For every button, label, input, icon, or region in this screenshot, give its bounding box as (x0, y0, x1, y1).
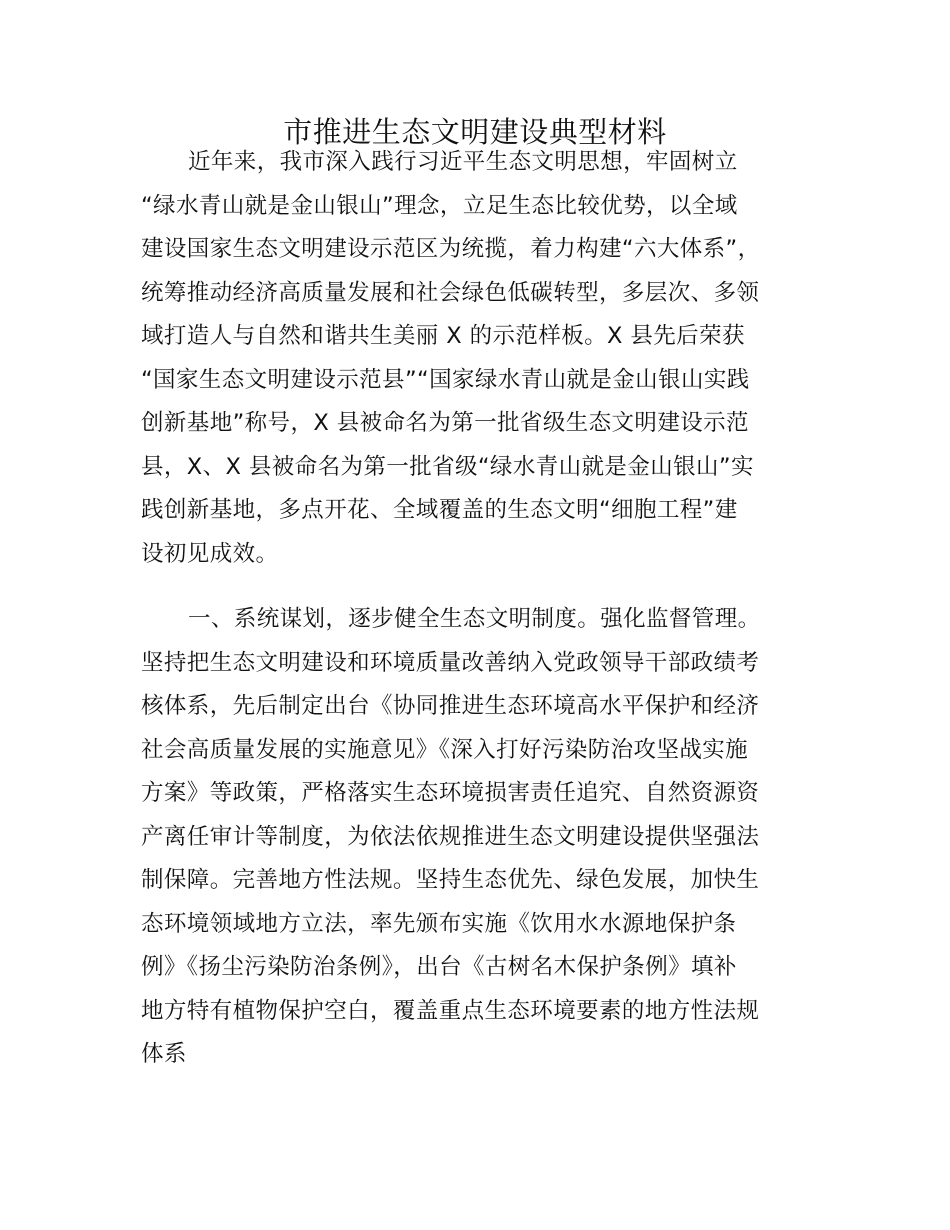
paragraph-line: 统筹推动经济高质量发展和社会绿色低碳转型，多层次、多领 (141, 280, 760, 306)
paragraph-line: 态环境领域地方立法，率先颁布实施《饮用水水源地保护条 (141, 911, 737, 937)
paragraph-line: 创新基地”称号，X 县被命名为第一批省级生态文明建设示范 (141, 410, 749, 436)
paragraph-line: 方案》等政策，严格落实生态环境损害责任追究、自然资源资 (141, 780, 760, 806)
paragraph-line: 坚持把生态文明建设和环境质量改善纳入党政领导干部政绩考 (141, 650, 760, 676)
paragraph-line: 例》《扬尘污染防治条例》，出台《古树名木保护条例》填补 (141, 954, 737, 980)
paragraph-line: 域打造人与自然和谐共生美丽 X 的示范样板。X 县先后荣获 (141, 323, 745, 349)
paragraph-line: 体系 (141, 1041, 187, 1067)
paragraph-line: 县，X、X 县被命名为第一批省级“绿水青山就是金山银山”实 (141, 454, 754, 480)
paragraph-line: 产离任审计等制度，为依法依规推进生态文明建设提供坚强法 (141, 824, 760, 850)
document-title: 市推进生态文明建设典型材料 (283, 115, 667, 149)
paragraph-line: 设初见成效。 (141, 541, 279, 567)
paragraph-line: 制保障。完善地方性法规。坚持生态优先、绿色发展，加快生 (141, 867, 760, 893)
paragraph-line: 地方特有植物保护空白，覆盖重点生态环境要素的地方性法规 (141, 998, 760, 1024)
paragraph-line: 践创新基地，多点开花、全域覆盖的生态文明“细胞工程”建 (141, 497, 738, 523)
paragraph-line: 核体系，先后制定出台《协同推进生态环境高水平保护和经济 (141, 693, 760, 719)
paragraph-line: 社会高质量发展的实施意见》《深入打好污染防治攻坚战实施 (141, 737, 749, 763)
paragraph-line: 建设国家生态文明建设示范区为统揽，着力构建“六大体系”， (141, 236, 761, 262)
paragraph-line: “绿水青山就是金山银山”理念，立足生态比较优势，以全域 (141, 193, 738, 219)
paragraph-line: 近年来，我市深入践行习近平生态文明思想，牢固树立 (188, 149, 738, 175)
paragraph-line: “国家生态文明建设示范县”“国家绿水青山就是金山银山实践 (141, 367, 750, 393)
section-heading-line: 一、系统谋划，逐步健全生态文明制度。强化监督管理。 (188, 606, 761, 632)
